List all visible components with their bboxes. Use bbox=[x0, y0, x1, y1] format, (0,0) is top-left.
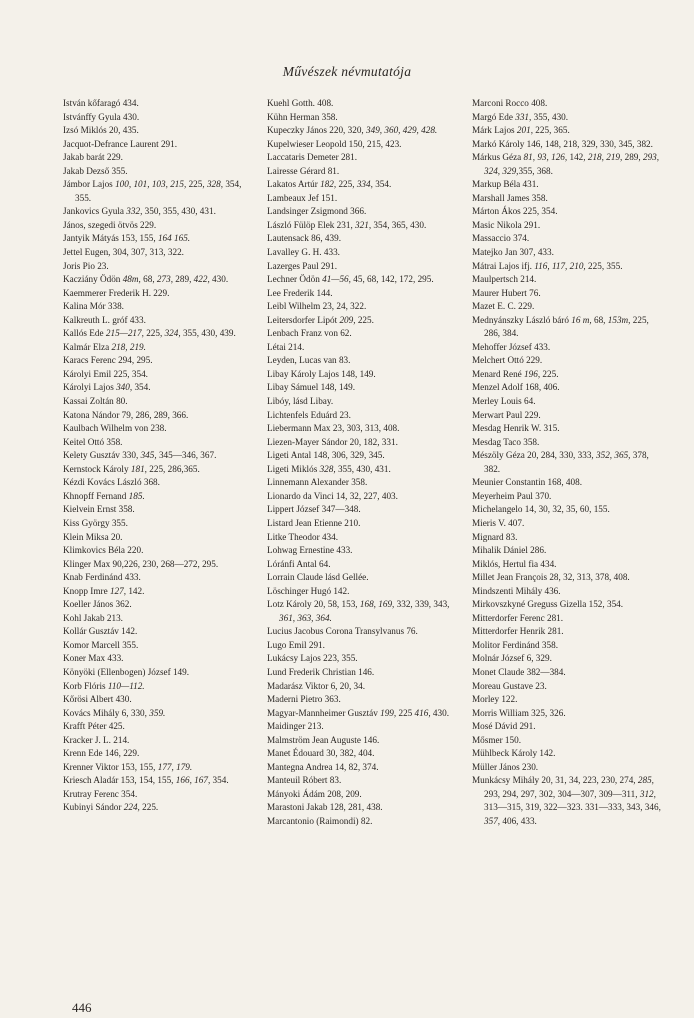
index-entry: Lukácsy Lajos 223, 355. bbox=[267, 653, 358, 664]
index-entry: Lenbach Franz von 62. bbox=[267, 328, 352, 339]
index-entry: Komor Marcell 355. bbox=[63, 639, 139, 650]
index-entry: Markup Béla 431. bbox=[472, 179, 539, 190]
index-entry: Magyar-Mannheimer Gusztáv 199, 225 416, 430. bbox=[267, 707, 449, 718]
index-entry: Jettel Eugen, 304, 307, 313, 322. bbox=[63, 247, 184, 258]
index-entry: Lotz Károly 20, 58, 153, 168, 169, 332, 339, 343, 361, 363, 364. bbox=[267, 599, 450, 623]
index-entry: Margó Ede 331, 355, 430. bbox=[472, 111, 569, 122]
index-entry: Mészöly Géza 20, 284, 330, 333, 352, 365, 378, 382. bbox=[472, 450, 649, 474]
index-entry: Korb Flóris 110—112. bbox=[63, 680, 145, 691]
index-entry: Krenn Ede 146, 229. bbox=[63, 748, 140, 759]
index-entry: Millet Jean François 28, 32, 313, 378, 408. bbox=[472, 572, 630, 583]
index-entry: Kubinyi Sándor 224, 225. bbox=[63, 802, 159, 813]
index-entry: Lionardo da Vinci 14, 32, 227, 403. bbox=[267, 490, 398, 501]
index-entry: Masic Nikola 291. bbox=[472, 219, 541, 230]
index-entry: Manet Édouard 30, 382, 404. bbox=[267, 748, 375, 759]
index-entry: Koner Max 433. bbox=[63, 653, 124, 664]
index-entry: Listard Jean Etienne 210. bbox=[267, 517, 361, 528]
index-entry: Mihalik Dániel 286. bbox=[472, 545, 547, 556]
index-entry: Joris Pio 23. bbox=[63, 260, 109, 271]
index-entry: Mindszenti Mihály 436. bbox=[472, 585, 561, 596]
index-entry: Müller János 230. bbox=[472, 761, 539, 772]
index-entry: Meunier Constantin 168, 408. bbox=[472, 477, 582, 488]
index-entry: Monet Claude 382—384. bbox=[472, 666, 566, 677]
index-entry: Morley 122. bbox=[472, 694, 518, 705]
index-entry: Mehoffer József 433. bbox=[472, 341, 551, 352]
index-entry: Katona Nándor 79, 286, 289, 366. bbox=[63, 409, 189, 420]
index-entry: Kaulbach Wilhelm von 238. bbox=[63, 423, 167, 434]
index-entry: Krutray Ferenc 354. bbox=[63, 788, 138, 799]
index-entry: Krafft Péter 425. bbox=[63, 721, 125, 732]
index-entry: Khnopff Fernand 185. bbox=[63, 490, 145, 501]
index-entry: Károlyi Lajos 340, 354. bbox=[63, 382, 151, 393]
index-entry: Lohwag Ernestine 433. bbox=[267, 545, 353, 556]
index-entry: Marastoni Jakab 128, 281, 438. bbox=[267, 802, 383, 813]
index-entry: Kallós Ede 215—217, 225, 324, 355, 430, 439. bbox=[63, 328, 236, 339]
index-entry: Lugo Emil 291. bbox=[267, 639, 325, 650]
index-column-1 bbox=[63, 97, 258, 815]
index-entry: Mirkovszkyné Greguss Gizella 152, 354. bbox=[472, 599, 624, 610]
index-entry: Mednyánszky László báró 16 m, 68, 153m, 225, 286, 384. bbox=[472, 314, 649, 339]
index-entry: Lavalley G. H. 433. bbox=[267, 247, 340, 258]
index-entry: Meyerheim Paul 370. bbox=[472, 490, 552, 501]
index-entry: Márkus Géza 81, 93, 126, 142, 218, 219, 289, 293, 324, 329,355, 368. bbox=[472, 152, 660, 176]
index-entry: Löschinger Hugó 142. bbox=[267, 585, 350, 596]
index-entry: Lairesse Gérard 81. bbox=[267, 165, 340, 176]
index-entry: Marconi Rocco 408. bbox=[472, 98, 548, 108]
index-entry: Kupelwieser Leopold 150, 215, 423. bbox=[267, 138, 402, 149]
index-entry: Klein Miksa 20. bbox=[63, 531, 123, 542]
index-entry: Kupeczky János 220, 320, 349, 360, 429, 428. bbox=[267, 125, 438, 136]
index-entry: Litke Theodor 434. bbox=[267, 531, 339, 542]
index-entry: Manteuil Róbert 83. bbox=[267, 775, 342, 786]
index-entry: Kalina Mór 338. bbox=[63, 301, 124, 312]
index-entry: Mesdag Taco 358. bbox=[472, 436, 540, 447]
index-entry: Mányoki Ádám 208, 209. bbox=[267, 788, 362, 799]
index-entry: Mátrai Lajos ifj. 116, 117, 210, 225, 355. bbox=[472, 260, 623, 271]
index-entry: Massaccio 374. bbox=[472, 233, 530, 244]
index-entry: Miklós, Hertul fia 434. bbox=[472, 558, 557, 569]
index-entry: Izsó Miklós 20, 435. bbox=[63, 125, 139, 136]
index-entry: Mosé Dávid 291. bbox=[472, 721, 536, 732]
index-entry: Moreau Gustave 23. bbox=[472, 680, 547, 691]
index-entry: Lakatos Artúr 182, 225, 334, 354. bbox=[267, 179, 392, 190]
index-entry: Marcantonio (Raimondi) 82. bbox=[267, 815, 373, 826]
index-entry: Knopp Imre 127, 142. bbox=[63, 585, 145, 596]
index-entry: Kelety Gusztáv 330, 345, 345—346, 367. bbox=[63, 450, 217, 461]
index-entry: Liebermann Max 23, 303, 313, 408. bbox=[267, 423, 400, 434]
index-entry: Lautensack 86, 439. bbox=[267, 233, 341, 244]
index-entry: Ligeti Antal 148, 306, 329, 345. bbox=[267, 450, 385, 461]
index-entry: Kaemmerer Frederik H. 229. bbox=[63, 287, 170, 298]
index-entry: Mazet E. C. 229. bbox=[472, 301, 535, 312]
index-entry: Morris William 325, 326. bbox=[472, 707, 566, 718]
index-entry: Klimkovics Béla 220. bbox=[63, 545, 144, 556]
index-entry: Károlyi Emil 225, 354. bbox=[63, 368, 148, 379]
index-entry: Libay Sámuel 148, 149. bbox=[267, 382, 356, 393]
index-entry: Lambeaux Jef 151. bbox=[267, 192, 338, 203]
index-column-2 bbox=[267, 97, 465, 829]
index-entry: Michelangelo 14, 30, 32, 35, 60, 155. bbox=[472, 504, 610, 515]
index-entry: Kielvein Ernst 358. bbox=[63, 504, 135, 515]
index-entry: Karacs Ferenc 294, 295. bbox=[63, 355, 153, 366]
index-entry: Kracker J. L. 214. bbox=[63, 734, 130, 745]
index-entry: Márk Lajos 201, 225, 365. bbox=[472, 125, 570, 136]
index-entry: Jakab barát 229. bbox=[63, 152, 123, 163]
index-entry: Lechner Ödön 41—56, 45, 68, 142, 172, 295. bbox=[267, 274, 434, 285]
index-entry: Könyöki (Ellenbogen) József 149. bbox=[63, 666, 190, 677]
index-entry: Kohl Jakab 213. bbox=[63, 612, 123, 623]
index-entry: Mősmer 150. bbox=[472, 734, 521, 745]
index-entry: Kalmár Elza 218, 219. bbox=[63, 341, 146, 352]
index-entry: Markó Károly 146, 148, 218, 329, 330, 345, 382. bbox=[472, 138, 653, 149]
index-entry: Mieris V. 407. bbox=[472, 517, 525, 528]
index-entry: Lichtenfels Eduárd 23. bbox=[267, 409, 351, 420]
index-entry: Koeller János 362. bbox=[63, 599, 132, 610]
index-entry: Libóy, lásd Libay. bbox=[267, 396, 334, 407]
index-entry: Kernstock Károly 181, 225, 286,365. bbox=[63, 463, 200, 474]
index-entry: Kuehl Gotth. 408. bbox=[267, 98, 334, 108]
index-entry: Merley Louis 64. bbox=[472, 396, 536, 407]
index-entry: Libay Károly Lajos 148, 149. bbox=[267, 368, 376, 379]
index-entry: Landsinger Zsigmond 366. bbox=[267, 206, 367, 217]
index-entry: Kézdi Kovács László 368. bbox=[63, 477, 160, 488]
index-entry: Jakab Dezső 355. bbox=[63, 165, 128, 176]
page-header-title: Művészek névmutatója bbox=[282, 64, 412, 79]
index-entry: Mühlbeck Károly 142. bbox=[472, 748, 556, 759]
index-entry: Lund Frederik Christian 146. bbox=[267, 666, 375, 677]
index-entry: Kriesch Aladár 153, 154, 155, 166, 167, 354. bbox=[63, 775, 229, 786]
index-entry: Matejko Jan 307, 433. bbox=[472, 247, 554, 258]
index-entry: Lóránfi Antal 64. bbox=[267, 558, 331, 569]
index-entry: Molitor Ferdinánd 358. bbox=[472, 639, 558, 650]
index-entry: Kalkreuth L. gróf 433. bbox=[63, 314, 146, 325]
index-entry: Jantyik Mátyás 153, 155, 164 165. bbox=[63, 233, 191, 244]
index-entry: Menard René 196, 225. bbox=[472, 368, 559, 379]
index-entry: Maderni Pietro 363. bbox=[267, 694, 341, 705]
index-entry: Jámbor Lajos 100, 101, 103, 215, 225, 328, 354, 355. bbox=[63, 179, 242, 203]
index-entry: Menzel Adolf 168, 406. bbox=[472, 382, 560, 393]
index-entry: Maulpertsch 214. bbox=[472, 274, 537, 285]
index-entry: Maidinger 213. bbox=[267, 721, 324, 732]
index-entry: János, szegedi ötvös 229. bbox=[63, 219, 157, 230]
index-entry: Klinger Max 90,226, 230, 268—272, 295. bbox=[63, 558, 219, 569]
page-number: 446 bbox=[72, 1000, 92, 1015]
index-entry: Madarász Viktor 6, 20, 34. bbox=[267, 680, 366, 691]
index-entry: Merwart Paul 229. bbox=[472, 409, 541, 420]
index-entry: Kollár Gusztáv 142. bbox=[63, 626, 138, 637]
index-entry: Márton Ákos 225, 354. bbox=[472, 206, 558, 217]
index-column-3 bbox=[472, 97, 662, 829]
index-entry: Marshall James 358. bbox=[472, 192, 548, 203]
index-entry: Krenner Viktor 153, 155, 177, 179. bbox=[63, 761, 193, 772]
index-entry: Munkácsy Mihály 20, 31, 34, 223, 230, 274, 285, 293, 294, 297, 302, 304—307, 309—311, 312, 313—315, 319, 322—323. 331—333, 343, 346, 357, 406, 433. bbox=[472, 775, 661, 826]
index-entry: Kiss György 355. bbox=[63, 517, 128, 528]
index-entry: Melchert Ottó 229. bbox=[472, 355, 543, 366]
index-entry: Knab Ferdinánd 433. bbox=[63, 572, 141, 583]
index-entry: Leitersdorfer Lipót 209, 225. bbox=[267, 314, 374, 325]
index-entry: Lucius Jacobus Corona Transylvanus 76. bbox=[267, 626, 418, 637]
index-entry: Lazerges Paul 291. bbox=[267, 260, 337, 271]
index-entry: Lippert József 347—348. bbox=[267, 504, 361, 515]
index-entry: Létai 214. bbox=[267, 341, 305, 352]
index-entry: Maurer Hubert 76. bbox=[472, 287, 541, 298]
index-entry: Leibl Wilhelm 23, 24, 322. bbox=[267, 301, 367, 312]
index-entry: Lee Frederik 144. bbox=[267, 287, 333, 298]
index-entry: Lorrain Claude lásd Gellée. bbox=[267, 572, 369, 583]
index-entry: István kőfaragó 434. bbox=[63, 98, 139, 108]
index-entry: Mitterdorfer Ferenc 281. bbox=[472, 612, 564, 623]
index-entry: László Fülöp Elek 231, 321, 354, 365, 430. bbox=[267, 219, 427, 230]
index-entry: Kühn Herman 358. bbox=[267, 111, 338, 122]
index-entry: Liezen-Mayer Sándor 20, 182, 331. bbox=[267, 436, 398, 447]
index-entry: Molnár József 6, 329. bbox=[472, 653, 552, 664]
index-entry: Jacquot-Defrance Laurent 291. bbox=[63, 138, 178, 149]
index-entry: Istvánffy Gyula 430. bbox=[63, 111, 140, 122]
index-entry: Mantegna Andrea 14, 82, 374. bbox=[267, 761, 379, 772]
index-entry: Laccataris Demeter 281. bbox=[267, 152, 358, 163]
index-entry: Kőrösi Albert 430. bbox=[63, 694, 132, 705]
index-entry: Kovács Mihály 6, 330, 359. bbox=[63, 707, 166, 718]
index-entry: Linnemann Alexander 358. bbox=[267, 477, 368, 488]
index-entry: Mignard 83. bbox=[472, 531, 518, 542]
index-entry: Jankovics Gyula 332, 350, 355, 430, 431. bbox=[63, 206, 216, 217]
index-entry: Leyden, Lucas van 83. bbox=[267, 355, 351, 366]
index-entry: Kassai Zoltán 80. bbox=[63, 396, 128, 407]
index-entry: Malmström Jean Auguste 146. bbox=[267, 734, 380, 745]
index-entry: Kacziány Ödön 48m, 68, 273, 289, 422, 430. bbox=[63, 274, 229, 285]
index-entry: Keitel Ottó 358. bbox=[63, 436, 123, 447]
index-entry: Ligeti Miklós 328, 355, 430, 431. bbox=[267, 463, 391, 474]
index-entry: Mitterdorfer Henrik 281. bbox=[472, 626, 564, 637]
index-entry: Mesdag Henrik W. 315. bbox=[472, 423, 560, 434]
